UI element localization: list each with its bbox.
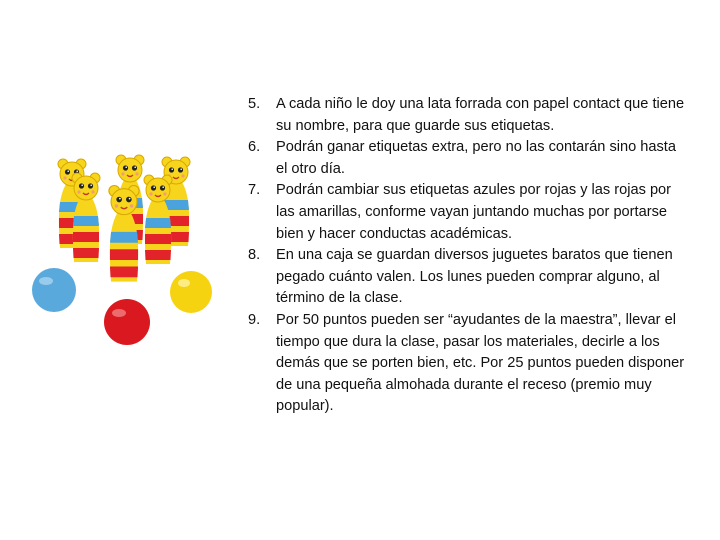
list-item (248, 94, 688, 137)
rule-number: 8. (248, 247, 261, 264)
rule-text: Podrán ganar etiquetas extra, pero no las contarán sino hasta el otro día. (276, 139, 676, 177)
list-item (248, 180, 688, 245)
rule-text: Por 50 puntos pueden ser “ayudantes de la maestra”, llevar el tiempo que dura la clase, pasar los materiales, decirle a los demás que se porten bien, etc. Por 25 puntos pueden disponer de una pequeña almohada durante el receso (premio muy popular). (276, 311, 685, 415)
rule-text: A cada niño le doy una lata forrada con papel contact que tiene su nombre, para que guarde sus etiquetas. (276, 96, 685, 134)
bowling-pins-and-balls-icon (24, 150, 224, 360)
rules-list (248, 94, 688, 418)
list-item (248, 310, 688, 418)
list-item (248, 245, 688, 310)
rule-number: 7. (248, 182, 261, 199)
rule-text: Podrán cambiar sus etiquetas azules por rojas y las rojas por las amarillas, conforme vayan juntando muchas por portarse bien y hacer conductas académicas. (276, 182, 672, 242)
rule-text: En una caja se guardan diversos juguetes baratos que tienen pegado cuánto valen. Los lunes pueden comprar alguno, al término de la clase. (276, 247, 673, 307)
list-item (248, 137, 688, 180)
rule-number: 6. (248, 139, 261, 156)
rule-number: 9. (248, 311, 261, 328)
rule-number: 5. (248, 96, 261, 112)
